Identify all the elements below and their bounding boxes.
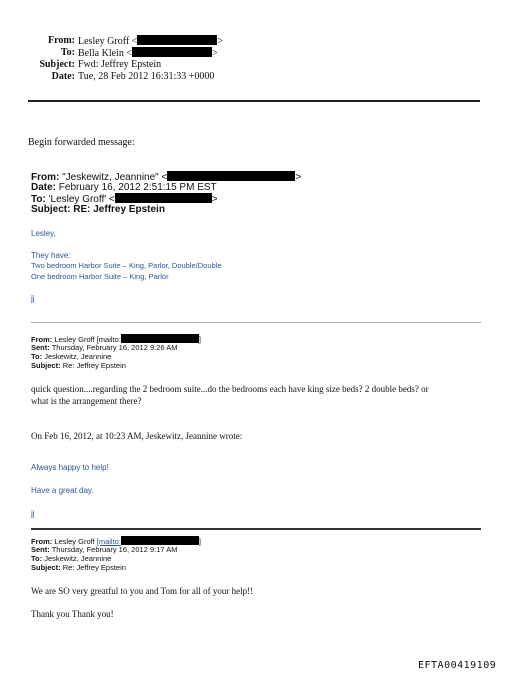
msg2-divider [31,528,481,530]
msg3-to-row [31,554,111,563]
msg2-from-value: Lesley Groff [mailto: [54,335,121,344]
msg3-body1: We are SO very greatful to you and Tom for all of your help!! [31,586,254,596]
msg2-to-row [31,352,111,361]
msg2-from-label: From: [31,335,53,344]
msg1-to-close: > [211,194,218,205]
msg3-subject-row [31,563,126,572]
msg3-to-value: Jeskewitz, Jeannine [44,554,112,563]
msg3-subject-value: Re: Jeffrey Epstein [62,563,126,572]
msg3-sent-row [31,545,177,554]
redaction-bar [121,334,199,343]
msg3-to-label: To: [31,554,43,563]
document-id-footer: EFTA00419109 [418,660,497,671]
msg3-sent-value: Thursday, February 16, 2012 9:17 AM [51,545,178,554]
msg1-date-value: February 16, 2012 2:51:15 PM EST [58,182,217,193]
header-date-label: Date: [51,71,75,82]
redaction-bar [132,47,212,57]
msg1-date-row [31,182,217,193]
redaction-bar [115,193,212,203]
msg2-sent-label: Sent: [31,343,50,352]
redaction-bar [167,171,295,181]
header-to-value: Bella Klein < [78,48,132,59]
header-from-label: From: [47,35,75,46]
msg2-reply1: Always happy to help! [31,463,109,472]
msg1-date-label: Date: [31,182,57,193]
msg1-greeting: Lesley, [31,229,56,238]
msg2-body-line2: what is the arrangement there? [31,396,142,406]
msg1-from-value: "Jeskewitz, Jeannine" < [62,172,168,183]
msg3-mailto-link[interactable]: [mailto: [96,537,121,546]
msg2-subject-value: Re: Jeffrey Epstein [62,361,126,370]
msg1-they-have: They have: [31,251,71,260]
msg1-divider [31,322,481,323]
msg1-to-value: 'Lesley Groff' < [48,194,115,205]
redaction-bar [121,536,202,546]
msg1-line2: One bedroom Harbor Suite – King, Parlor [31,272,169,281]
header-to-label: To: [60,47,75,58]
header-to-close: > [211,48,218,59]
msg2-reply-sign: jj [31,509,35,518]
msg3-body2: Thank you Thank you! [31,609,114,619]
msg3-from-close: ] [198,537,202,546]
header-from-value: Lesley Groff < [78,36,138,47]
header-from-close: > [217,36,223,47]
msg2-reply2: Have a great day. [31,486,94,495]
msg2-sent-row [31,343,177,352]
msg2-sent-value: Thursday, February 16, 2012 9:26 AM [51,343,178,352]
header-date-value: Tue, 28 Feb 2012 16:31:33 +0000 [78,71,215,82]
msg1-signoff: jj [31,294,35,303]
msg3-sent-label: Sent: [31,545,50,554]
msg1-subject-value: RE: Jeffrey Epstein [73,204,165,215]
header-subject-value: Fwd: Jeffrey Epstein [78,59,162,70]
msg2-to-label: To: [31,352,43,361]
header-divider [28,100,480,102]
header-subject-label: Subject: [39,59,75,70]
msg2-body-line1: quick question....regarding the 2 bedroom suite...do the bedrooms each have king size beds? 2 double beds? or [31,384,429,394]
forward-intro: Begin forwarded message: [28,137,135,148]
msg1-from-label: From: [31,172,60,183]
redaction-bar [137,35,217,45]
msg1-subject-label: Subject: [31,204,71,215]
msg2-subject-label: Subject: [31,361,61,370]
msg1-from-close: > [295,172,302,183]
msg2-subject-row [31,361,126,370]
msg3-subject-label: Subject: [31,563,61,572]
msg3-from-label: From: [31,537,53,546]
msg3-from-value: Lesley Groff [54,537,97,546]
msg1-to-label: To: [31,194,46,205]
msg1-line1: Two bedroom Harbor Suite – King, Parlor, Double/Double [31,261,222,270]
msg2-from-close: ] [198,335,201,344]
msg2-to-value: Jeskewitz, Jeannine [44,352,112,361]
msg2-wrote-line: On Feb 16, 2012, at 10:23 AM, Jeskewitz, Jeannine wrote: [31,431,243,441]
msg1-subject-row [31,204,165,215]
